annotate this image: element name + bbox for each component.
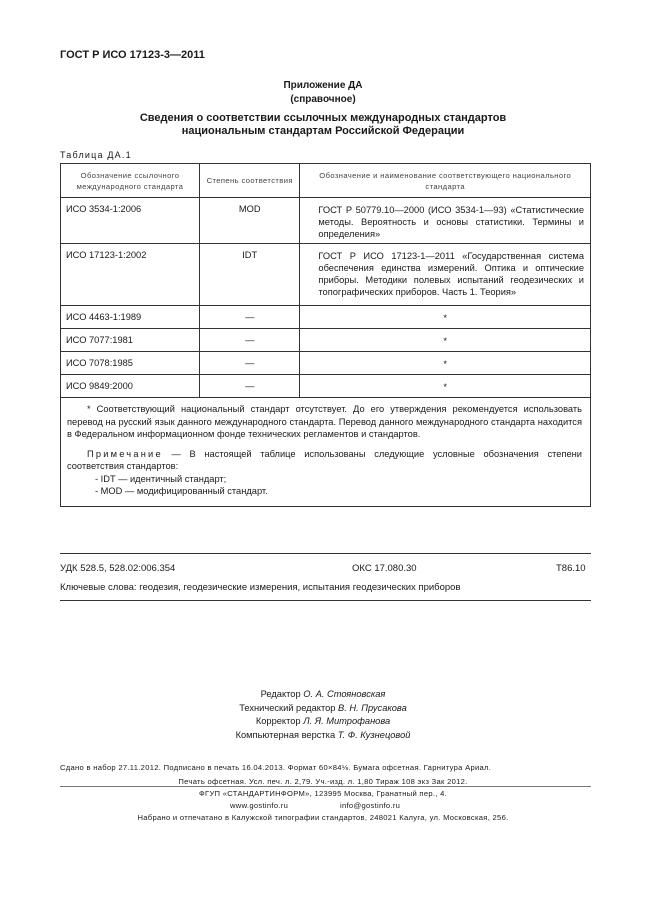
annex-heading-line1: Сведения о соответствии ссылочных международных стандартов	[139, 112, 507, 124]
divider	[60, 553, 591, 554]
divider	[60, 786, 591, 787]
credit-name: Л. Я. Митрофанова	[303, 716, 391, 726]
note-label: Примечание	[87, 448, 163, 459]
credit-line	[0, 702, 646, 716]
degree-cell: —	[245, 312, 255, 322]
printer-info: Набрано и отпечатано в Калужской типографии стандартов, 248021 Калуга, ул. Московская, 256.	[137, 813, 509, 822]
credit-role: Корректор	[255, 716, 301, 726]
national-standard-cell: ГОСТ Р 50779.10—2000 (ИСО 3534-1—93) «Статистические методы. Вероятность и основы статистики. Термины и определения»	[318, 205, 584, 239]
annex-title: Приложение ДА	[283, 80, 363, 91]
credit-role: Технический редактор	[239, 702, 336, 713]
column-header: Обозначение и наименование соответствующего национального стандарта	[300, 164, 591, 198]
publisher-email: info@gostinfo.ru	[340, 801, 401, 810]
note-text: — В настоящей таблице использованы следующие условные обозначения степени соответствия стандартов:	[67, 448, 582, 471]
publisher-website: www.gostinfo.ru	[230, 801, 289, 810]
table-row	[61, 244, 591, 306]
intl-standard-cell: ИСО 7078:1985	[66, 358, 133, 368]
national-standard-cell: ГОСТ Р ИСО 17123-1—2011 «Государственная система обеспечения единства измерений. Оптика и оптические приборы. Методики полевых испытаний геодезических и топографических приборов. Часть 1. Теория»	[318, 251, 584, 297]
classifier-code: Т86.10	[556, 563, 586, 574]
credit-role: Редактор	[260, 689, 301, 699]
correspondence-table	[60, 163, 591, 507]
column-header: Степень соответствия	[200, 164, 300, 198]
intl-standard-cell: ИСО 7077:1981	[66, 335, 133, 345]
degree-cell: MOD	[238, 204, 261, 214]
table-row	[61, 329, 591, 352]
credit-name: О. А. Стояновская	[303, 689, 386, 699]
table-header-row	[61, 164, 591, 198]
degree-cell: —	[245, 381, 255, 391]
degree-cell: —	[245, 335, 255, 345]
annex-kind: (справочное)	[290, 94, 356, 105]
degree-cell: IDT	[242, 250, 258, 260]
oks-code: ОКС 17.080.30	[352, 563, 417, 574]
credit-line	[0, 715, 646, 729]
table-row	[61, 352, 591, 375]
intl-standard-cell: ИСО 3534-1:2006	[66, 204, 142, 214]
publisher-address: ФГУП «СТАНДАРТИНФОРМ», 123995 Москва, Гранатный пер., 4.	[198, 789, 448, 798]
credit-name: В. Н. Прусакова	[338, 702, 407, 713]
keywords: Ключевые слова: геодезия, геодезические измерения, испытания геодезических приборов	[60, 582, 461, 593]
column-header: Обозначение ссылочного международного стандарта	[61, 164, 200, 198]
intl-standard-cell: ИСО 4463-1:1989	[66, 312, 142, 322]
degree-cell: —	[245, 358, 255, 368]
credits-block	[0, 688, 646, 742]
udk-code: УДК 528.5, 528.02:006.354	[60, 563, 176, 574]
national-standard-cell: *	[443, 359, 448, 369]
national-standard-cell: *	[443, 313, 448, 323]
table-footnote: * Соответствующий национальный стандарт отсутствует. До его утверждения рекомендуется использовать перевод на русский язык данного международного стандарта. Перевод данного международного стандарта находится в Федеральном информационном фонде технических регламентов и стандартов.	[67, 404, 582, 439]
note-item: - MOD — модифицированный стандарт.	[95, 486, 268, 496]
table-caption: Таблица ДА.1	[60, 150, 132, 160]
divider	[60, 600, 591, 601]
table-row	[61, 375, 591, 398]
table-row	[61, 198, 591, 244]
annex-heading-line2: национальным стандартам Российской Федерации	[181, 125, 465, 137]
imprint-line1: Сдано в набор 27.11.2012. Подписано в печать 16.04.2013. Формат 60×84⅛. Бумага офсетная. Гарнитура Ариал.	[60, 763, 492, 772]
table-note	[67, 448, 582, 473]
credit-line	[0, 729, 646, 743]
imprint-line2: Печать офсетная. Усл. печ. л. 2,79. Уч.-изд. л. 1,80 Тираж 108 экз Зак 2012.	[178, 777, 468, 786]
table-footer-row	[61, 398, 591, 507]
credit-role: Компьютерная верстка	[235, 729, 336, 740]
intl-standard-cell: ИСО 9849:2000	[66, 381, 133, 391]
document-header: ГОСТ Р ИСО 17123-3—2011	[60, 49, 205, 61]
credit-line	[0, 688, 646, 702]
national-standard-cell: *	[443, 336, 448, 346]
credit-name: Т. Ф. Кузнецовой	[337, 729, 411, 740]
national-standard-cell: *	[443, 382, 448, 392]
table-row	[61, 306, 591, 329]
note-item: - IDT — идентичный стандарт;	[95, 473, 227, 484]
intl-standard-cell: ИСО 17123-1:2002	[66, 250, 147, 260]
